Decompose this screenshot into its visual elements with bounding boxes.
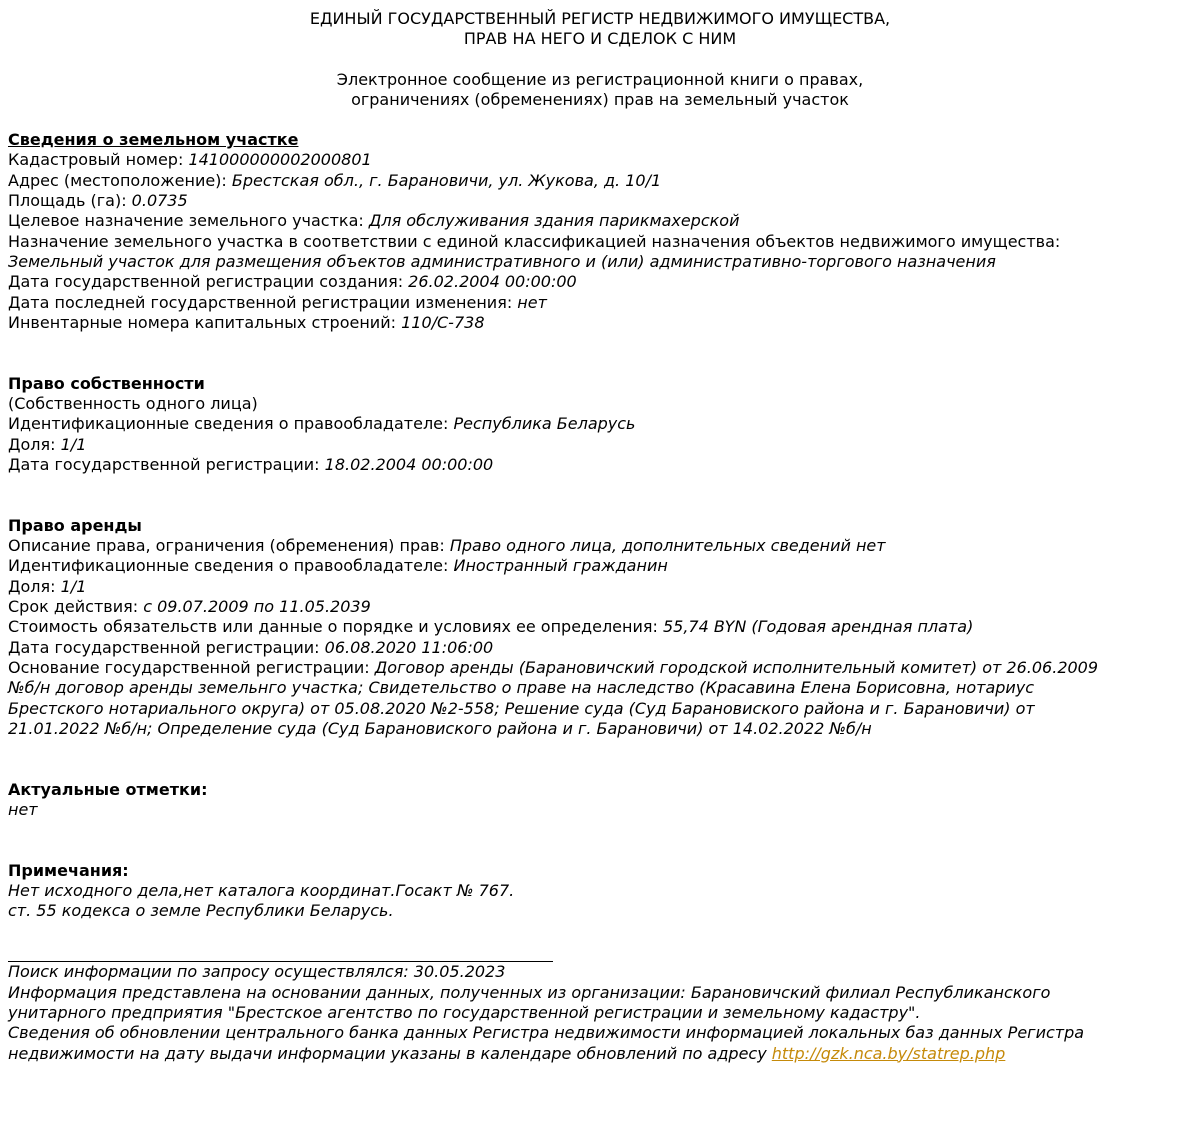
lease-reg-date-label: Дата государственной регистрации: (8, 637, 325, 657)
register-title-line-1: ЕДИНЫЙ ГОСУДАРСТВЕННЫЙ РЕГИСТР НЕДВИЖИМОГО ИМУЩЕСТВА, (309, 9, 891, 28)
lease-title: Право аренды (8, 515, 142, 535)
lease-cost-value: 55,74 BYN (Годовая арендная плата) (662, 617, 974, 637)
purpose-label: Целевое назначение земельного участка: (8, 211, 369, 231)
area-row (8, 191, 1192, 211)
purpose-row (8, 211, 1192, 231)
created-date-row (8, 272, 1192, 292)
divider-line (8, 961, 553, 962)
footer-section (8, 962, 1192, 1063)
purpose-value: Для обслуживания здания парикмахерской (368, 211, 740, 231)
created-date-label: Дата государственной регистрации создания: (8, 272, 409, 292)
lease-holder-label: Идентификационные сведения о правообладателе: (8, 556, 454, 576)
footer-update-line-1: Сведения об обновлении центрального банка данных Регистра недвижимости информацией локальных баз данных Регистра (8, 1023, 1085, 1043)
changed-date-row (8, 293, 1192, 313)
spacer (8, 820, 1192, 861)
lease-share-value: 1/1 (60, 576, 87, 596)
lease-basis-value-3: Брестского нотариального округа) от 05.08.2020 №2-558; Решение суда (Суд Барановиского района и г. Барановичи) от (8, 698, 1035, 718)
lease-reg-date-value: 06.08.2020 11:06:00 (324, 637, 494, 657)
land-plot-title: Сведения о земельном участке (8, 130, 299, 150)
notes-title: Примечания: (8, 860, 129, 880)
ownership-holder-value: Республика Беларусь (453, 414, 636, 434)
cadastral-number-value: 141000000002000801 (188, 150, 372, 170)
lease-basis-value-1: Договор аренды (Барановичский городской исполнительный комитет) от 26.06.2009 (374, 657, 1099, 677)
lease-desc-row (8, 536, 1192, 556)
lease-cost-row (8, 617, 1192, 637)
ownership-share-row (8, 435, 1192, 455)
changed-date-label: Дата последней государственной регистрации изменения: (8, 292, 518, 312)
lease-share-label: Доля: (8, 576, 61, 596)
spacer (8, 333, 1192, 374)
lease-share-row (8, 577, 1192, 597)
ownership-share-label: Доля: (8, 434, 61, 454)
footer-update-text: недвижимости на дату выдачи информации указаны в календаре обновлений по адресу (8, 1043, 772, 1063)
address-value: Брестская обл., г. Барановичи, ул. Жукова, д. 10/1 (231, 170, 662, 190)
notes-line-2: ст. 55 кодекса о земле Республики Беларусь. (8, 901, 394, 921)
register-title-line-2: ПРАВ НА НЕГО И СДЕЛОК С НИМ (463, 29, 737, 49)
lease-basis-label: Основание государственной регистрации: (8, 657, 375, 677)
lease-holder-row (8, 556, 1192, 576)
lease-desc-value: Право одного лица, дополнительных сведений нет (449, 536, 886, 556)
register-header (8, 9, 1192, 50)
lease-cost-label: Стоимость обязательств или данные о порядке и условиях ее определения: (8, 617, 663, 637)
ownership-holder-label: Идентификационные сведения о правообладателе: (8, 414, 454, 434)
classification-label: Назначение земельного участка в соответствии с единой классификацией назначения объектов недвижимого имущества: (8, 231, 1061, 251)
footer-source-line-2: унитарного предприятия "Брестское агентство по государственной регистрации и земельному кадастру". (8, 1002, 921, 1022)
spacer (8, 739, 1192, 780)
inventory-value: 110/С-738 (401, 312, 485, 332)
address-row (8, 171, 1192, 191)
notes-line-1: Нет исходного дела,нет каталога координат.Госакт № 767. (8, 881, 515, 901)
actual-marks-title: Актуальные отметки: (8, 779, 208, 799)
lease-holder-value: Иностранный гражданин (453, 556, 668, 576)
statrep-link[interactable]: http://gzk.nca.by/statrep.php (771, 1043, 1006, 1063)
classification-value: Земельный участок для размещения объектов административного и (или) административно-торгового назначения (8, 251, 996, 271)
cadastral-number-row (8, 150, 1192, 170)
lease-basis-value-2: №б/н договор аренды земельнго участка; Свидетельство о праве на наследство (Красавина Елена Борисовна, нотариус (8, 678, 1035, 698)
actual-marks-section (8, 780, 1192, 821)
area-label: Площадь (га): (8, 191, 132, 211)
lease-term-label: Срок действия: (8, 597, 144, 617)
spacer (8, 922, 1192, 942)
ownership-holder-row (8, 414, 1192, 434)
ownership-share-value: 1/1 (60, 434, 87, 454)
notes-section (8, 861, 1192, 922)
spacer (8, 475, 1192, 516)
lease-desc-label: Описание права, ограничения (обременения) прав: (8, 536, 450, 556)
lease-term-value: с 09.07.2009 по 11.05.2039 (143, 597, 371, 617)
land-plot-section (8, 130, 1192, 333)
inventory-row (8, 313, 1192, 333)
created-date-value: 26.02.2004 00:00:00 (408, 272, 577, 292)
address-label: Адрес (местоположение): (8, 170, 232, 190)
cadastral-number-label: Кадастровый номер: (8, 150, 189, 170)
area-value: 0.0735 (131, 191, 188, 211)
message-subtitle (8, 70, 1192, 111)
ownership-reg-date-row (8, 455, 1192, 475)
ownership-reg-date-label: Дата государственной регистрации: (8, 454, 325, 474)
footer-search-date: Поиск информации по запросу осуществлялся: 30.05.2023 (8, 962, 506, 982)
footer-source-line-1: Информация представлена на основании данных, полученных из организации: Барановичский филиал Республиканского (8, 982, 1051, 1002)
footer-update-line-2 (8, 1044, 1192, 1064)
lease-term-row (8, 597, 1192, 617)
footer-divider (8, 942, 1192, 962)
inventory-label: Инвентарные номера капитальных строений: (8, 312, 402, 332)
actual-marks-value: нет (8, 799, 38, 819)
subtitle-line-1: Электронное сообщение из регистрационной книги о правах, (336, 69, 864, 89)
ownership-title: Право собственности (8, 373, 205, 393)
lease-basis-value-4: 21.01.2022 №б/н; Определение суда (Суд Барановиского района и г. Барановичи) от 14.02.2022 №б/н (8, 718, 872, 738)
changed-date-value: нет (517, 292, 547, 312)
lease-section (8, 516, 1192, 739)
lease-basis-row (8, 658, 1192, 678)
subtitle-line-2: ограничениях (обременениях) прав на земельный участок (351, 89, 849, 109)
ownership-section (8, 374, 1192, 475)
ownership-kind: (Собственность одного лица) (8, 394, 258, 414)
lease-reg-date-row (8, 638, 1192, 658)
ownership-reg-date-value: 18.02.2004 00:00:00 (324, 454, 494, 474)
